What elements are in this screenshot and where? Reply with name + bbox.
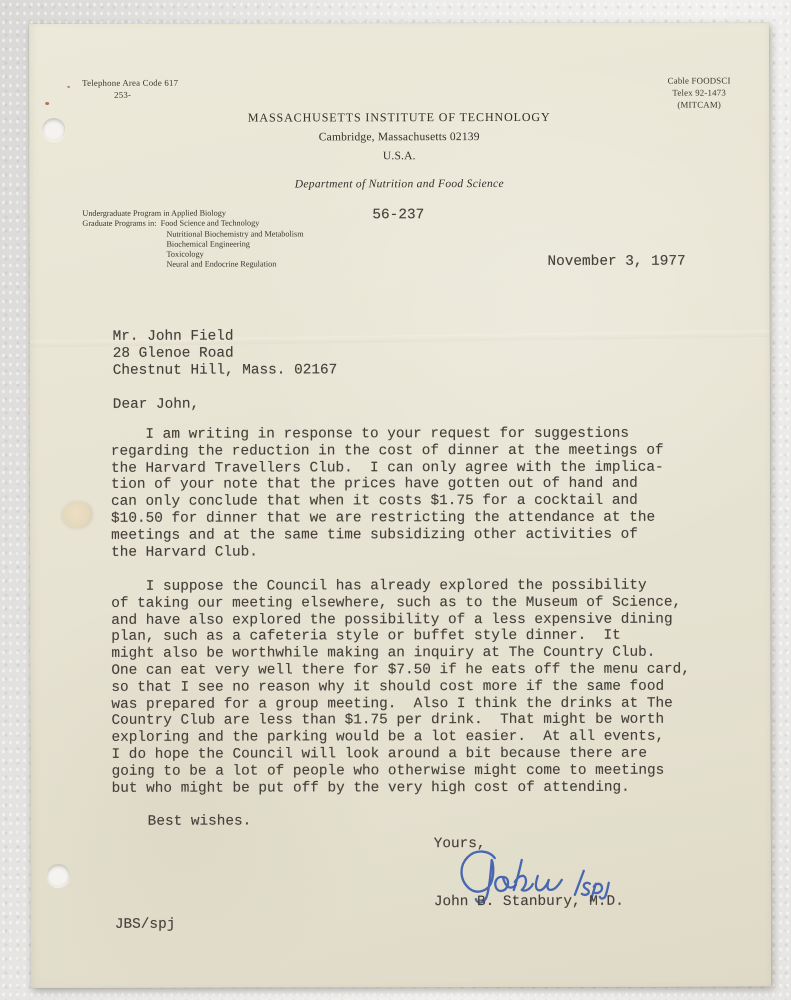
handwritten-signature bbox=[432, 844, 632, 934]
closing-line: Best wishes. bbox=[147, 813, 252, 830]
letter-paper bbox=[29, 22, 771, 988]
signature-stroke-o bbox=[495, 877, 516, 891]
graduate-label: Graduate Programs in: bbox=[82, 219, 157, 229]
hole-punch-bottom bbox=[47, 864, 70, 887]
room-number: 56-237 bbox=[372, 207, 425, 224]
graduate-program-item: Food Science and Technology bbox=[160, 218, 260, 229]
cable-code: (MITCAM) bbox=[677, 99, 721, 110]
letter-date: November 3, 1977 bbox=[547, 253, 686, 270]
phone-block bbox=[82, 77, 178, 101]
recipient-address: Mr. John Field 28 Glenoe Road Chestnut Hill, Mass. 02167 bbox=[112, 328, 338, 379]
institution-city: Cambridge, Massachusetts 02139 bbox=[318, 131, 480, 144]
pen-mark bbox=[67, 86, 70, 88]
institution-name: MASSACHUSETTS INSTITUTE OF TECHNOLOGY bbox=[247, 109, 551, 125]
typist-initials: JBS/spj bbox=[114, 916, 176, 933]
graduate-program-item: Neural and Endocrine Regulation bbox=[166, 259, 277, 270]
typed-signature-name: John B. Stanbury, M.D. bbox=[433, 893, 624, 911]
cable-block bbox=[641, 74, 757, 110]
signature-stroke-n bbox=[536, 876, 562, 890]
cable-address: Cable FOODSCI bbox=[667, 75, 731, 86]
valediction: Yours, bbox=[433, 836, 486, 853]
department-name: Department of Nutrition and Food Science bbox=[294, 178, 504, 191]
signature-stroke-slash bbox=[575, 871, 584, 895]
graduate-program-item: Nutritional Biochemistry and Metabolism bbox=[166, 229, 304, 239]
salutation: Dear John, bbox=[112, 396, 200, 413]
rust-speck bbox=[45, 102, 49, 105]
programs-block bbox=[82, 208, 303, 270]
graduate-programs-row bbox=[82, 219, 303, 230]
telex-number: Telex 92-1473 bbox=[672, 87, 726, 98]
paper-stain bbox=[62, 502, 92, 528]
phone-label: Telephone Area Code 617 bbox=[82, 77, 179, 88]
graduate-program-item: Biochemical Engineering bbox=[166, 239, 250, 249]
body-paragraph-2: I suppose the Council has already explored the possibility of taking our meeting elsewhere, such as to the Museum of Science, and have also explored the possibility of a less expensive dining plan, such as a cafeteria style or buffet style dinner. It might also be worthwhile making an inquiry at The Country Club. One can eat very well there for $7.50 if he eats off the menu card, so that I see no reason why it should cost more if the same food was prepared for a group meeting. Also I think the drinks at The Country Club are less than $1.75 per drink. That might be worth exploring and the parking would be a lot easier. At all events, I do hope the Council will look around a bit because there are going to be a lot of people who otherwise might come to meetings but who might be put off by the very high cost of attending. bbox=[111, 577, 690, 797]
undergraduate-program: Undergraduate Program in Applied Biology bbox=[82, 208, 226, 218]
graduate-program-item: Toxicology bbox=[166, 249, 204, 259]
phone-prefix: 253- bbox=[114, 89, 132, 100]
institution-country: U.S.A. bbox=[382, 150, 416, 163]
body-paragraph-1: I am writing in response to your request for suggestions regarding the reduction in the cost of dinner at the meetings of the Harvard Travellers Club. I can only agree with the implica- tion of your note that the prices have gotten out of hand and can only conclude that when it costs $1.75 for a cocktail and $10.50 for dinner that we are restricting the attendance at the meetings and at the same time subsidizing other activities of the Harvard Club. bbox=[110, 425, 664, 561]
signature-stroke-h bbox=[514, 860, 533, 891]
